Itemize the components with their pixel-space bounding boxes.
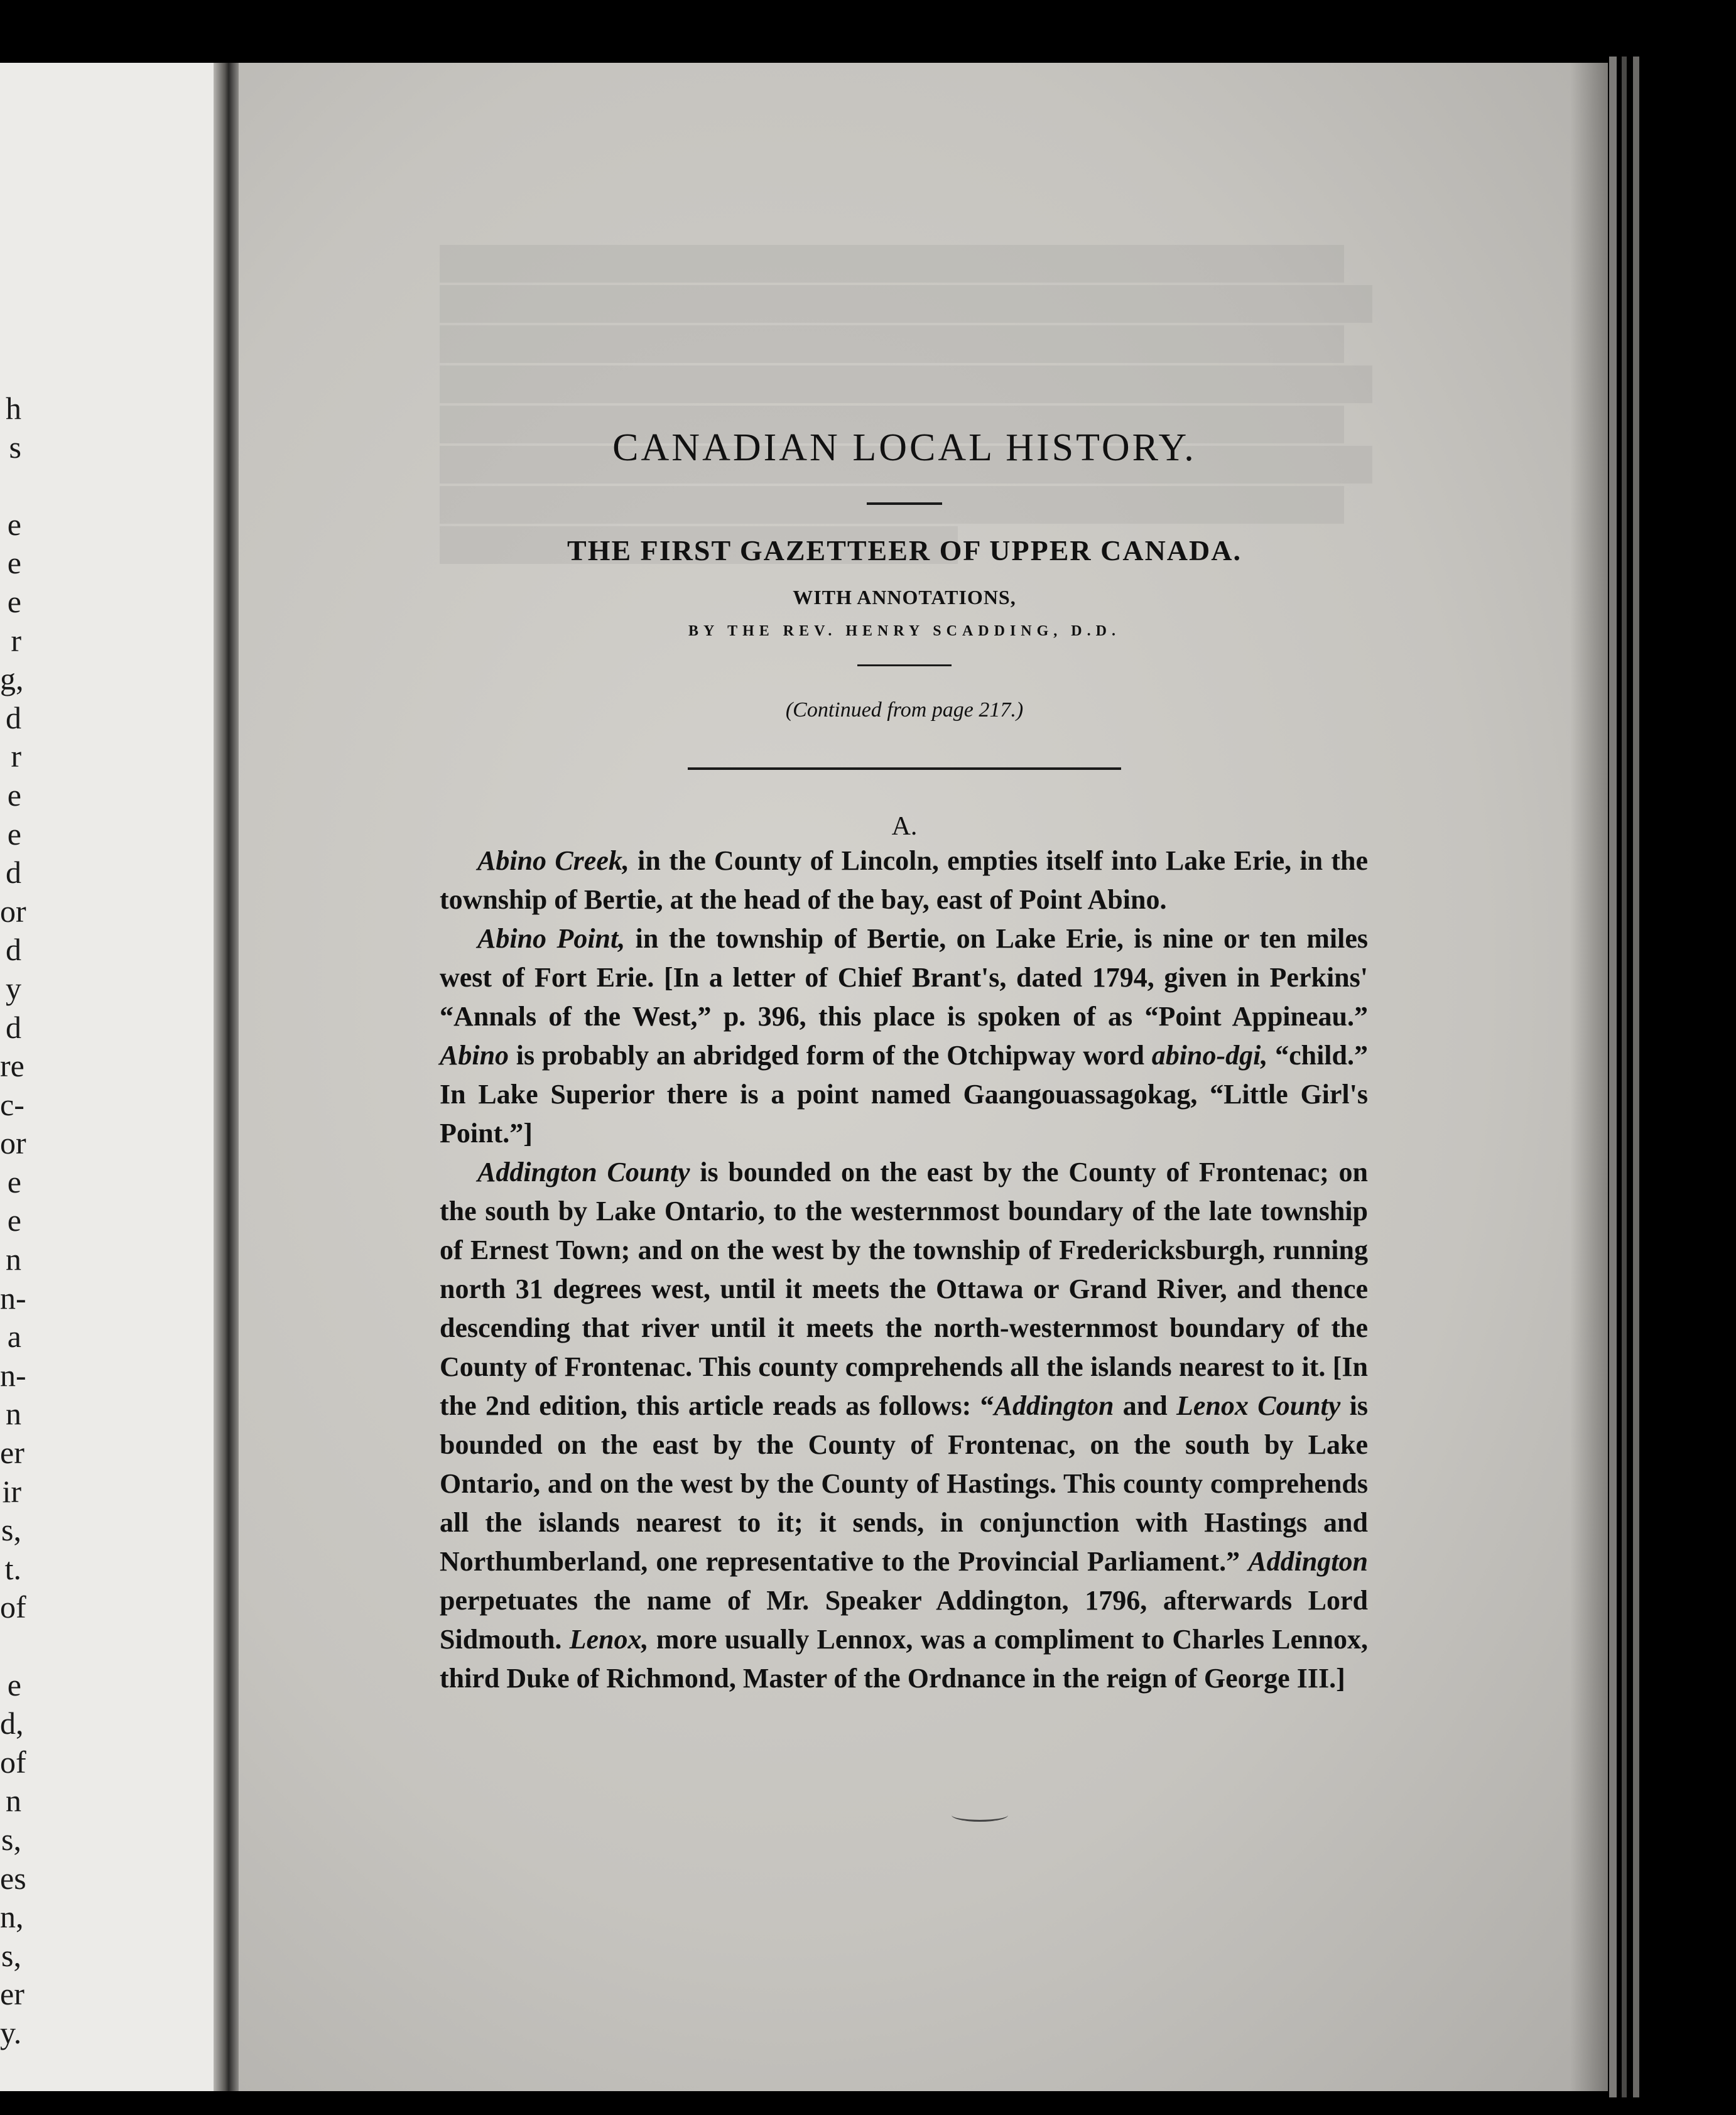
left-page-text-fragments [0, 389, 26, 2053]
entry-abino-point: Abino Point, in the township of Bertie, on Lake Erie, is nine or ten miles west of Fort Erie. [In a letter of Chief Brant's, dated 1794, given in Perkins' “Annals of the West,” p. 396, this place is spoken of as “Point Appineau.” Abino is probably an abridged form of the Otchipway word abino-dgi, “child.” In Lake Superior there is a point named Gaangouassagokag, “Little Girl's Point.”] [440, 923, 1369, 1149]
bleed-through-line [440, 245, 1344, 283]
edge-fragment: d, [0, 1706, 24, 1741]
edge-fragment [0, 467, 21, 506]
edge-fragment: e [7, 545, 21, 581]
edge-fragment: d [6, 855, 21, 890]
edge-fragment: e [7, 816, 21, 852]
edge-fragment: a [7, 1319, 21, 1355]
edge-fragment: or [0, 893, 26, 929]
section-letter: A. [891, 812, 918, 841]
edge-fragment: of [0, 1589, 26, 1625]
edge-fragment: n [6, 1241, 21, 1277]
edge-fragment: n- [0, 1357, 26, 1393]
gazetteer-entries [440, 841, 1368, 1698]
edge-fragment: e [7, 1203, 21, 1238]
edge-fragment: e [7, 777, 21, 813]
bleed-through-line [440, 325, 1344, 363]
article-annotation-note: WITH ANNOTATIONS, [793, 586, 1016, 609]
left-page-edge [0, 63, 214, 2091]
edge-fragment: d [6, 932, 21, 968]
edge-fragment: s, [1, 1512, 21, 1548]
page-stack-edge [1622, 57, 1627, 2097]
article-title: THE FIRST GAZETTEER OF UPPER CANADA. [567, 534, 1242, 566]
author-byline: BY THE REV. HENRY SCADDING, D.D. [688, 623, 1120, 639]
bleed-through-line [440, 486, 1344, 524]
entry-abino-creek: Abino Creek, in the County of Lincoln, empties itself into Lake Erie, in the township of Bertie, at the head of the bay, east of Point Abino. [440, 845, 1368, 915]
edge-fragment: s, [1, 1821, 21, 1857]
edge-fragment: of [0, 1744, 26, 1780]
edge-fragment: n- [0, 1280, 26, 1316]
edge-fragment: y [6, 970, 21, 1006]
edge-fragment: e [7, 506, 21, 542]
edge-fragment: t. [4, 1550, 21, 1586]
page-title: CANADIAN LOCAL HISTORY. [612, 426, 1196, 469]
entry-term: Abino Point, [477, 923, 626, 954]
edge-fragment: d [6, 700, 21, 735]
edge-fragment: re [0, 1048, 24, 1084]
divider-rule [857, 664, 952, 666]
edge-fragment: e [7, 1164, 21, 1199]
edge-fragment: d [6, 1009, 21, 1045]
book-gutter [214, 63, 239, 2091]
bleed-through-line [440, 285, 1372, 323]
edge-fragment: er [0, 1435, 24, 1471]
bleed-through-line [440, 365, 1372, 403]
edge-fragment: or [0, 1125, 26, 1161]
page-stack-edge [1633, 57, 1639, 2097]
edge-fragment: e [7, 1667, 21, 1702]
page-edge-shadow [1570, 63, 1608, 2091]
edge-fragment: n [6, 1783, 21, 1819]
continued-note: (Continued from page 217.) [785, 698, 1024, 722]
edge-fragment: r [11, 622, 21, 658]
entry-addington-county: Addington County is bounded on the east by the County of Frontenac; on the south by Lake Ontario, to the westernmost boundary of the late township of Ernest Town; and on the west by the township of Fredericksburgh, running north 31 degrees west, until it meets the Ottawa or Grand River, and thence descending that river until it meets the north-westernmost boundary of the County of Frontenac. This county comprehends all the islands nearest to it. [In the 2nd edition, this article reads as follows: “Addington and Lenox County is bounded on the east by the County of Frontenac, on the south by Lake Ontario, and on the west by the County of Hastings. This county comprehends all the islands nearest to it; it sends, in conjunction with Hastings and Northumberland, one representative to the Provincial Parliament.” Addington perpetuates the name of Mr. Speaker Addington, 1796, afterwards Lord Sidmouth. Lenox, more usually Lennox, was a compliment to Charles Lennox, third Duke of Richmond, Master of the Ordnance in the reign of George III.] [440, 1157, 1369, 1694]
edge-fragment: er [0, 1976, 24, 2012]
edge-fragment: es [0, 1860, 26, 1896]
edge-fragment: n, [0, 1899, 24, 1935]
edge-fragment: c- [0, 1086, 24, 1122]
section-rule [688, 767, 1121, 770]
edge-fragment: n [6, 1396, 21, 1432]
edge-fragment: ir [2, 1473, 21, 1509]
edge-fragment [0, 1627, 21, 1666]
edge-fragment: s [9, 429, 21, 465]
ink-smudge [952, 1809, 1008, 1822]
edge-fragment: e [7, 583, 21, 619]
edge-fragment: r [11, 738, 21, 774]
page-stack-edge [1609, 57, 1617, 2097]
edge-fragment: g, [0, 661, 24, 697]
edge-fragment: s, [1, 1937, 21, 1973]
bleed-through-text [440, 245, 1382, 566]
edge-fragment: h [6, 391, 21, 426]
divider-rule [867, 502, 942, 505]
edge-fragment: y. [0, 2015, 22, 2050]
entry-term: Abino Creek, [477, 845, 629, 876]
entry-term: Addington County [477, 1157, 690, 1187]
